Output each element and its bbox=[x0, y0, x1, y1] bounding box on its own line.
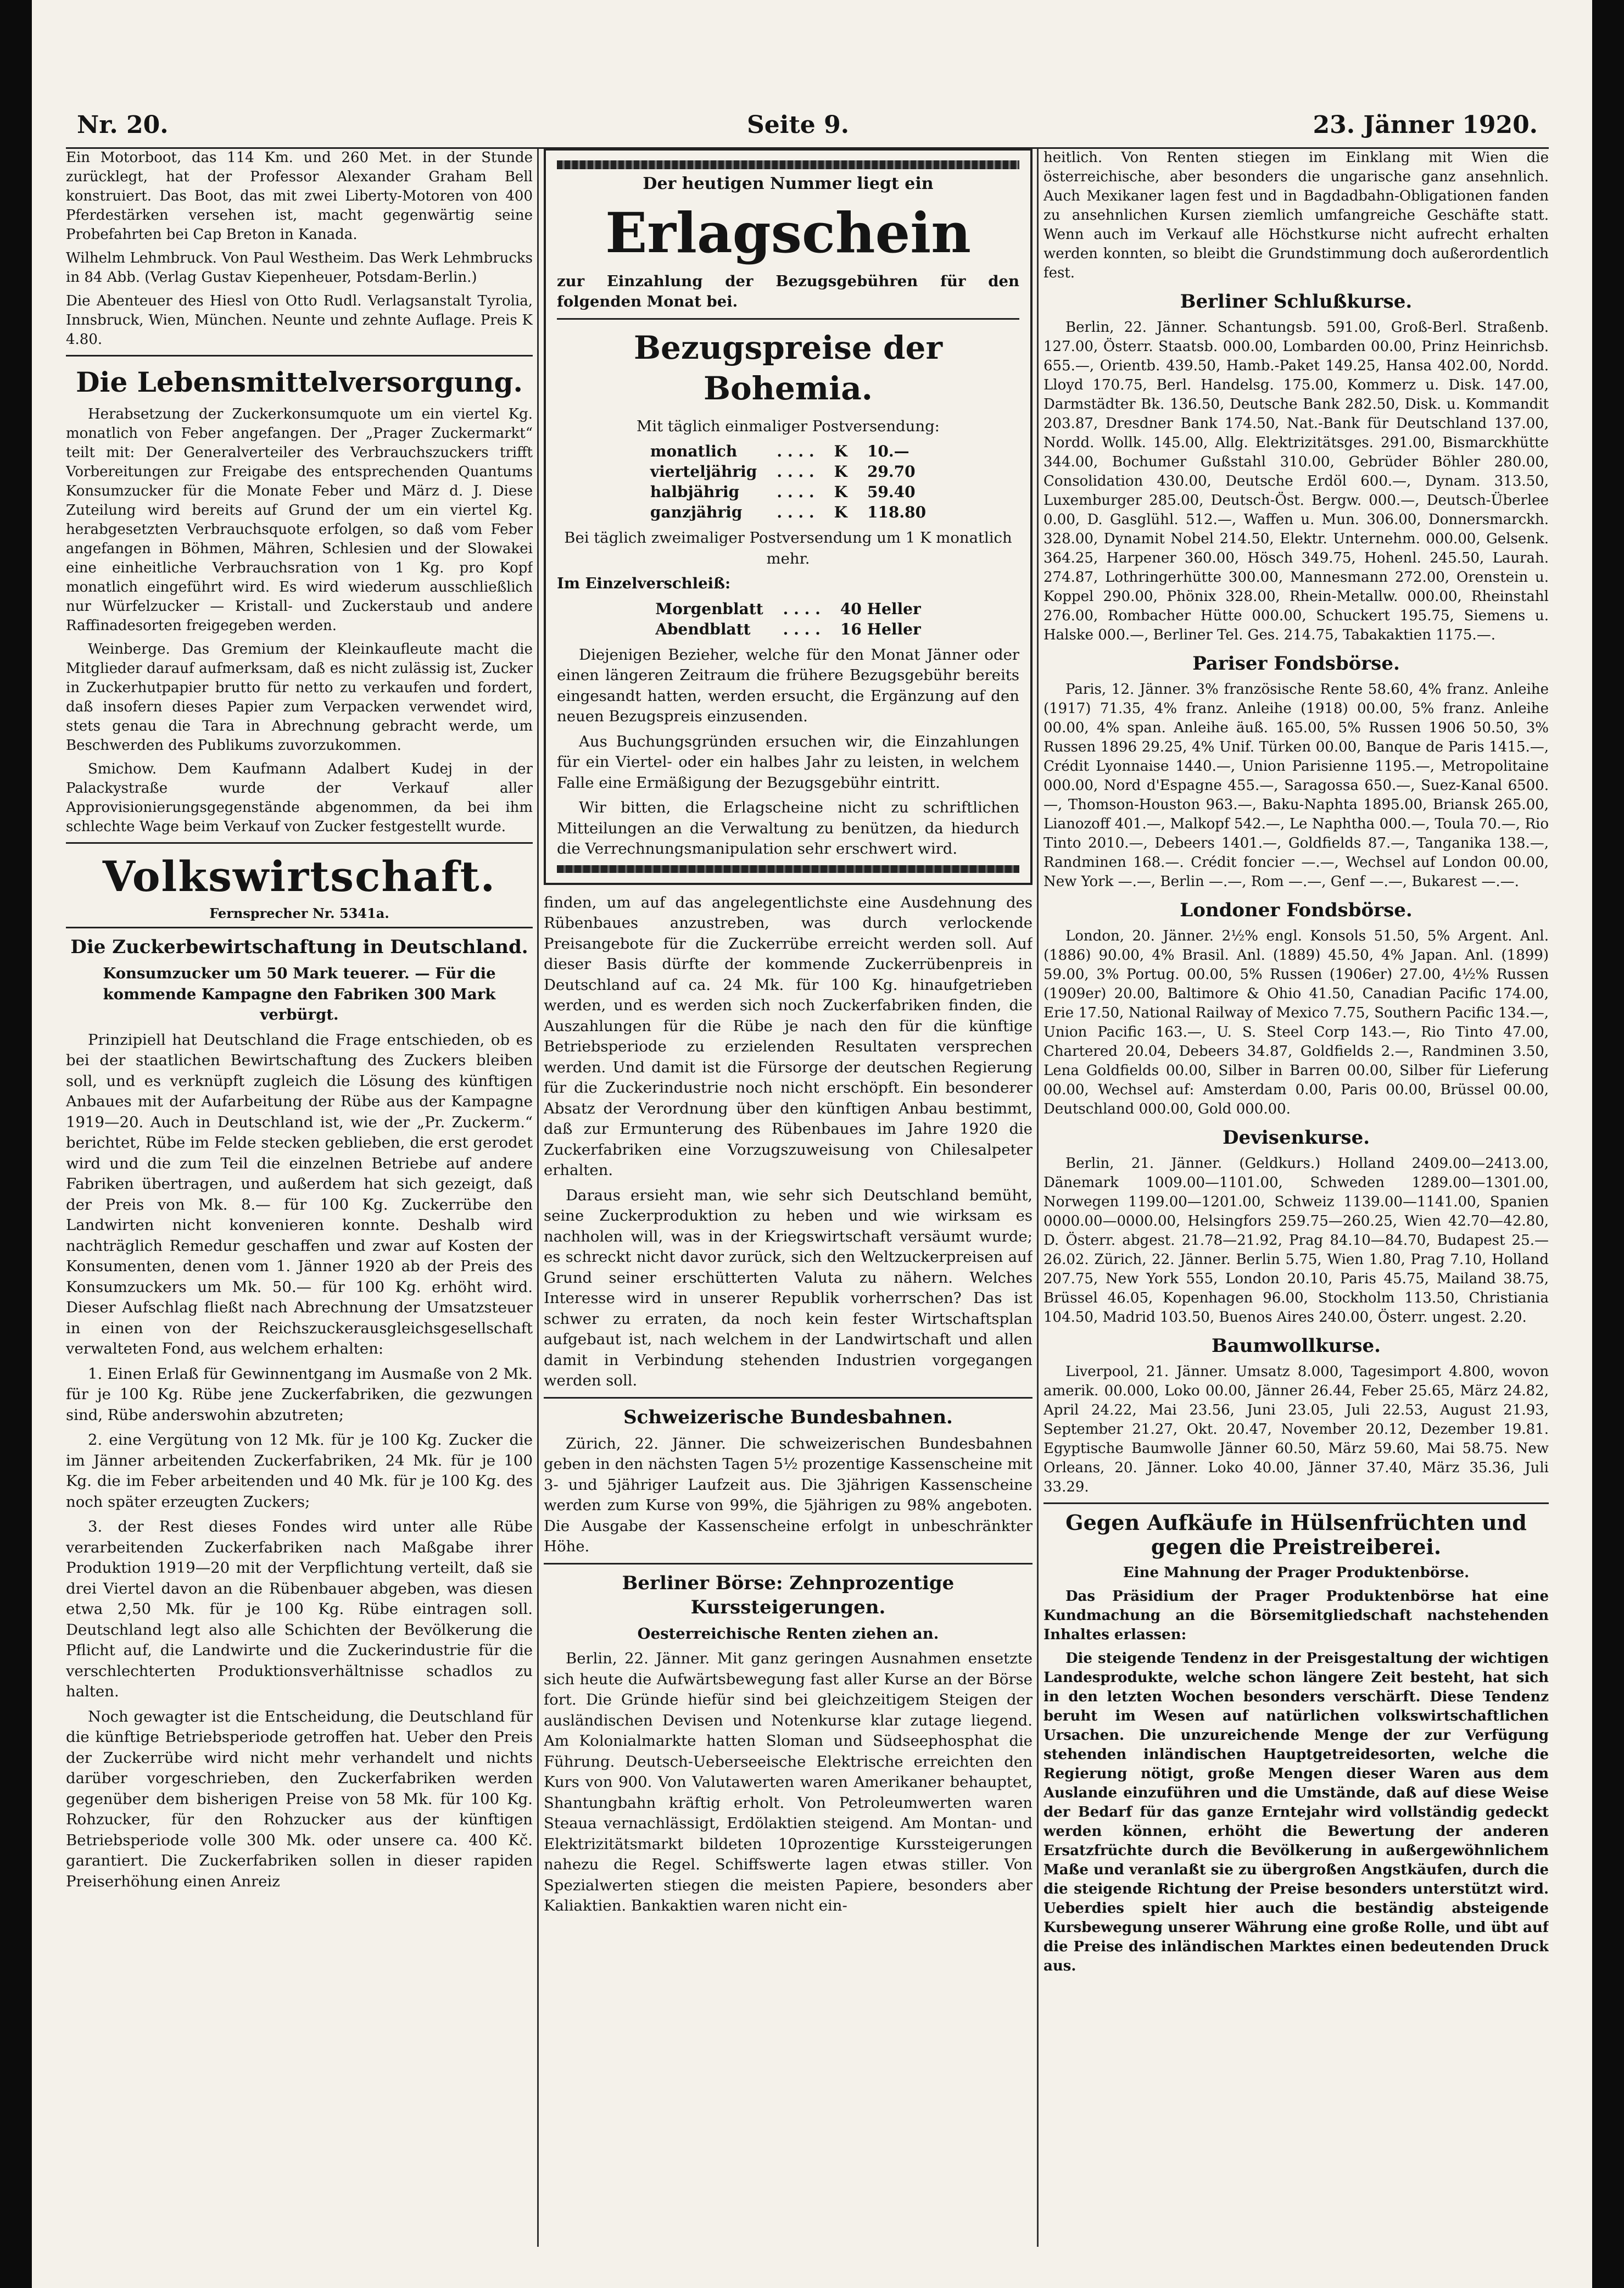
paragraph: Die steigende Tendenz in der Preisgestaltung der wichtigen Landesprodukte, welche schon längere Zeit besteht, hat sich in den letzten Wochen besonders verschärft. Diese Tendenz beruht im Wesen auf natürlichen volkswirtschaftlichen Ursachen. Die unzureichende Menge der zur Verfügung stehenden inländischen Hauptgetreidesorten, welche die Regierung nötigt, große Mengen dieser Waren aus dem Auslande einzuführen und die Umstände, daß auf diese Weise der Bedarf für das ganze Erntejahr wird vollständig gedeckt werden können, erhöht die Bewertung der anderen Ersatzfrüchte durch die Bevölkerung in außergewöhnlichem Maße und veranlaßt sie zu übergroßen Angstkäufen, durch die die steigende Richtung der Preise besonders unterstützt wird. Ueberdies spielt hier auch die beständig absteigende Kursbewegung unserer Währung eine große Rolle, und übt auf die Preise des inländischen Marktes einen bedeutenden Druck aus. bbox=[1043, 1650, 1549, 1974]
paragraph: Wir bitten, die Erlagscheine nicht zu schriftlichen Mitteilungen an die Verwaltung zu benützen, da hiedurch die Verrechnungsmanipulation sehr erschwert wird. bbox=[557, 799, 1019, 858]
price-currency: K bbox=[834, 463, 847, 481]
paragraph: Das Präsidium der Prager Produktenbörse hat eine Kundmachung an die Börsemitgliedschaft nachstehenden Inhaltes erlassen: bbox=[1043, 1588, 1549, 1643]
price-currency: K bbox=[834, 503, 847, 521]
price-row: Morgenblatt . . . . 40 Heller bbox=[645, 599, 930, 619]
price-amount: 29.70 bbox=[867, 463, 916, 481]
paragraph: Smichow. Dem Kaufmann Adalbert Kudej in der Palackystraße wurde der Verkauf aller Approvisionierungsgegenstände abgenommen, da bei ihm schlechte Wage beim Verkauf von Zucker festgestellt wurde. bbox=[66, 761, 533, 835]
divider bbox=[66, 927, 533, 928]
divider bbox=[66, 842, 533, 844]
market-quotes: Paris, 12. Jänner. 3% französische Rente 58.60, 4% franz. Anleihe (1917) 71.35, 4% franz. Anleihe (1918) 00.00, 5% franz. Anleihe 00.00, 4% span. Anleihe äuß. 165.00, 5% Russen 1906 50.50, 3% Russen 1896 29.25, 4% Unif. Türken 00.00, Banque de Paris 1415.—, Crédit Lyonnaise 1440.—, Union Parisienne 1195.—, Metropolitaine 000.00, Nord d'Espagne 455.—, Saragossa 650.—, Suez-Kanal 6500.—, Thomson-Houston 963.—, Baku-Naphta 1895.00, Briansk 265.00, Lianozoff 401.—, Malkopf 542.—, Le Naphtha 000.—, Toula 70.—, Rio Tinto 2010.—, Debeers 1401.—, Goldfields 87.—, Tanganika 138.—, Randminen 168.—. Crédit foncier —.—, Wechsel auf London 00.00, New York —.—, Berlin —.—, Rom —.—, Genf —.—, Bukarest —.—. bbox=[1043, 681, 1549, 890]
divider bbox=[544, 1397, 1033, 1399]
market-title: Londoner Fondsbörse. bbox=[1180, 899, 1413, 921]
divider bbox=[544, 1563, 1033, 1565]
price-period: monatlich bbox=[650, 442, 738, 460]
notice: Die Abenteuer des Hiesl von Otto Rudl. Verlagsanstalt Tyrolia, Innsbruck, Wien, München. Neunte und zehnte Auflage. Preis K 4.80. bbox=[66, 293, 533, 348]
market-title: Pariser Fondsbörse. bbox=[1192, 653, 1400, 675]
edition-name: Morgenblatt bbox=[655, 599, 763, 618]
box-line: Der heutigen Nummer liegt ein bbox=[643, 174, 934, 193]
article-subtitle: Konsumzucker um 50 Mark teuerer. — Für die kommende Kampagne den Fabriken 300 Mark verbürgt. bbox=[103, 965, 496, 1023]
price-currency: K bbox=[834, 483, 847, 501]
market-quotes: Berlin, 22. Jänner. Schantungsb. 591.00, Groß-Berl. Straßenb. 127.00, Österr. Staatsb. 000.00, Lombarden 00.00, Prinz Heinrichsb. 655.—, Orientb. 439.50, Hamb.-Paket 149.25, Hansa 402.00, Nordd. Lloyd 170.75, Berl. Handelsg. 175.00, Kommerz u. Disk. 147.00, Darmstädter Bk. 136.50, Deutsche Bank 282.50, Disk. u. Kommandit 203.87, Dresdner Bank 174.50, Nat.-Bank für Deutschland 137.00, Nordd. Wollk. 145.00, Allg. Elektrizitätsges. 291.00, Bismarckhütte 344.00, Bochumer Gußstahl 310.00, Gebrüder Böhler 280.00, Consolidation 430.00, Deutsche Erdöl 600.—, Dynam. 313.50, Luxemburger 285.00, Deutsch-Öst. Bergw. 000.—, Deutsch-Überlee 0.00, D. Gasglühl. 512.—, Waffen u. Mun. 306.00, Donnersmarckh. 328.00, Dynamit Nobel 214.50, Elektr. Unternehm. 000.00, Gelsenk. 364.25, Harpener 360.00, Hösch 349.75, Hohenl. 245.50, Laurah. 274.87, Lothringerhütte 300.00, Mannesmann 272.00, Orenstein u. Koppel 290.00, Phönix 328.00, Rhein-Metallw. 000.00, Rheinstahl 276.00, Rombacher Hütte 000.00, Schuckert 195.75, Siemens u. Halske 000.—, Berliner Tel. Ges. 214.75, Tabakaktien 1175.—. bbox=[1043, 319, 1549, 643]
edition-price: 16 Heller bbox=[840, 620, 921, 638]
paragraph: 2. eine Vergütung von 12 Mk. für je 100 Kg. Zucker die im Jänner arbeitenden Zuckerfabriken, 24 Mk. für je 100 Kg. die im Feber arbeitenden und 40 Mk. für je 100 Kg. des noch später erzeugten Zuckers; bbox=[66, 1431, 533, 1511]
price-amount: 118.80 bbox=[867, 503, 927, 521]
phone-line: Fernsprecher Nr. 5341a. bbox=[209, 905, 389, 921]
issue-number: Nr. 20. bbox=[77, 111, 169, 139]
paragraph: Prinzipiell hat Deutschland die Frage entschieden, ob es bei der staatlichen Bewirtschaftung des Zuckers bleiben soll, und es verknüpft zugleich die Lösung des künftigen Anbaues mit der Aufarbeitung der Rübe aus der Kampagne 1919—20. Auch in Deutschland ist, wie der „Pr. Zuckerm.“ berichtet, Rübe im Felde stecken geblieben, die erst gerodet wird und die zum Teil die einzelnen Betriebe auf andere Fabriken übertragen, und außerdem hat sich gezeigt, daß der Preis von Mk. 8.— für 100 Kg. Zuckerrübe den Landwirten nicht konvenieren konnte. Deshalb wird nachträglich Remedur geschaffen und zwar auf Kosten der Konsumenten, denen vom 1. Jänner 1920 ab der Preis des Konsumzuckers um Mk. 50.— für 100 Kg. erhöht wird. Dieser Aufschlag fließt nach Abrechnung der Umsatzsteuer in einen von der Reichszuckerausgleichsgesellschaft verwalteten Fond, aus welchem erhalten: bbox=[66, 1031, 533, 1357]
notice: Wilhelm Lehmbruck. Von Paul Westheim. Das Werk Lehmbrucks in 84 Abb. (Verlag Gustav Kiepenheuer, Potsdam-Berlin.) bbox=[66, 250, 533, 286]
paragraph: 3. der Rest dieses Fondes wird unter alle Rübe verarbeitenden Zuckerfabriken nach Maßgabe ihrer Produktion 1919—20 mit der Verpflichtung verteilt, daß sie drei Viertel davon an die Rübenbauer abgeben, was diesen etwa 2,50 Mk. für je 100 Kg. Rübe eintragen soll. Deutschland legt also alle Schichten der Bevölkerung die Pflicht auf, die Landwirte und die Zuckerindustrie für die verschlechterten Produktionsverhältnisse schadlos zu halten. bbox=[66, 1518, 533, 1700]
price-period: ganzjährig bbox=[650, 503, 743, 521]
edition-name: Abendblatt bbox=[655, 620, 751, 638]
section-heading: Volkswirtschaft. bbox=[102, 852, 496, 901]
notices-block bbox=[66, 148, 533, 349]
market-quotes: Berlin, 21. Jänner. (Geldkurs.) Holland 2409.00—2413.00, Dänemark 1009.00—1101.00, Schweden 1289.00—1301.00, Norwegen 1199.00—1201.00, Schweiz 1139.00—1141.00, Spanien 0000.00—0000.00, Helsingfors 259.75—260.25, Wien 42.70—42.80, D. Österr. abgest. 21.78—21.92, Prag 84.10—84.70, Budapest 25.—26.02. Zürich, 22. Jänner. Berlin 5.75, Wien 1.80, Prag 7.10, Holland 207.75, New York 555, London 20.10, Paris 45.75, Mailand 38.75, Brüssel 46.05, Kopenhagen 96.00, Stockholm 113.50, Christiania 104.50, Madrid 103.50, Buenos Aires 240.00, Österr. ungest. 2.20. bbox=[1043, 1155, 1549, 1326]
box-line: Mit täglich einmaliger Postversendung: bbox=[637, 417, 940, 435]
box-ornament bbox=[557, 865, 1019, 873]
column-rule bbox=[1037, 148, 1039, 2247]
paragraph: Noch gewagter ist die Entscheidung, die Deutschland für die künftige Betriebsperiode getroffen hat. Ueber den Preis der Zuckerrübe wird nicht mehr verhandelt und nichts darüber vorgeschrieben, den Zuckerfabriken werden gegenüber dem bisherigen Preise von 58 Mk. für 100 Kg. Rohzucker, für den Rohzucker aus der künftigen Betriebsperiode volle 300 Mk. oder unsere ca. 400 Kč. garantiert. Die Zuckerfabriken sollen in dieser rapiden Preiserhöhung einen Anreiz bbox=[66, 1707, 533, 1890]
article-title: Berliner Börse: Zehnprozentige Kurssteigerungen. bbox=[622, 1572, 955, 1618]
single-copy-table bbox=[645, 599, 930, 639]
paragraph: Zürich, 22. Jänner. Die schweizerischen Bundesbahnen geben in den nächsten Tagen 5½ prozentige Kassenscheine mit 3- und 5jähriger Laufzeit aus. Die 3jährigen Kassenscheine werden zum Kurse von 99%, die 5jährigen zu 98% angeboten. Die Ausgabe der Kassenscheine erfolgt in unbeschränkter Höhe. bbox=[544, 1434, 1033, 1555]
market-quotes: Liverpool, 21. Jänner. Umsatz 8.000, Tagesimport 4.800, wovon amerik. 00.000, Loko 00.00, Jänner 26.44, Feber 25.65, März 24.82, April 24.22, Mai 23.56, Juni 23.05, Juli 22.53, August 21.93, September 21.27, Okt. 20.47, November 20.12, Dezember 19.81. Egyptische Baumwolle Jänner 60.50, März 59.60, Mai 58.75. New Orleans, 20. Jänner. Loko 40.00, Jänner 37.40, März 35.36, Juli 33.29. bbox=[1043, 1363, 1549, 1495]
market-quotes: London, 20. Jänner. 2½% engl. Konsols 51.50, 5% Argent. Anl. (1886) 90.00, 4% Brasil. Anl. (1889) 45.50, 4% Japan. Anl. (1899) 59.00, 3% Portug. 00.00, 5% Russen (1906er) 27.00, 4½% Russen (1909er) 20.00, Baltimore & Ohio 41.50, Canadian Pacific 174.00, Erie 17.50, National Railway of Mexico 7.75, Southern Pacific 134.—, Union Pacific 163.—, U. S. Steel Corp 143.—, Rio Tinto 47.00, Chartered 20.04, Debeers 34.87, Goldfields 2.—, Randminen 3.50, Lena Goldfields 00.00, Silber in Barren 00.00, Silber für Lieferung 00.00, Wechsel auf: Amsterdam 0.00, Paris 00.00, Brüssel 00.00, Deutschland 000.00, Gold 000.00. bbox=[1043, 928, 1549, 1117]
price-row: halbjährig . . . . K 59.40 bbox=[640, 482, 936, 502]
paragraph: finden, um auf das angelegentlichste eine Ausdehnung des Rübenbaues anzustreben, was durch verlockende Preisangebote für die Zuckerrübe erreicht werden soll. Auf dieser Basis dürfte der kommende Zuckerrübenpreis in Deutschland auf ca. 24 Mk. für 100 Kg. hinaufgetrieben werden, und es werden sich noch Zuckerfabriken finden, die Auszahlungen für die Rübe je nach den für die künftige Betriebsperiode zu erzielenden Resultaten versprechen werden. Und damit ist die Fürsorge der deutschen Regierung für die Zuckerindustrie noch nicht erschöpft. Ein besonderer Absatz der Verordnung über den künftigen Anbau bestimmt, daß zur Ermunterung des Rübenbaues im Jahre 1920 die Zuckerfabriken eine Vorzugszuweisung von Chilesalpeter erhalten. bbox=[544, 893, 1033, 1179]
column-1 bbox=[66, 148, 533, 2247]
column-2 bbox=[544, 148, 1033, 2247]
price-row: monatlich . . . . K 10.— bbox=[640, 441, 936, 461]
notice: Ein Motorboot, das 114 Km. und 260 Met. in der Stunde zurücklegt, hat der Professor Alexander Graham Bell konstruiert. Das Boot, das mit zwei Liberty-Motoren von 400 Pferdestärken versehen ist, macht gegenwärtig seine Probefahrten bei Cap Breton in Kanada. bbox=[66, 149, 533, 243]
scan-edge-left bbox=[0, 0, 32, 2288]
edition-price: 40 Heller bbox=[840, 599, 921, 618]
paragraph: Daraus ersieht man, wie sehr sich Deutschland bemüht, seine Zuckerproduktion zu heben und wie wirksam es nachholen will, was in der Kriegswirtschaft versäumt wurde; es schreckt nicht davor zurück, sich den Weltzuckerpreisen auf Grund seiner erschütterten Valuta zu nähern. Welches Interesse wird in unserer Republik vorherrschen? Das ist schwer zu erraten, da noch kein fester Wirtschaftsplan aufgebaut ist, nach welchem in der Landwirtschaft und allen damit in Verbindung stehenden Industrien vorgegangen werden soll. bbox=[544, 1186, 1033, 1389]
price-amount: 10.— bbox=[867, 442, 909, 460]
article-title: Die Zuckerbewirtschaftung in Deutschland. bbox=[70, 936, 528, 958]
paragraph: 1. Einen Erlaß für Gewinnentgang im Ausmaße von 2 Mk. für je 100 Kg. Rübe jene Zuckerfabriken, die gezwungen sind, Rübe anderswohin abzutreten; bbox=[66, 1365, 533, 1424]
price-row: ganzjährig . . . . K 118.80 bbox=[640, 502, 936, 522]
page-header bbox=[66, 109, 1549, 149]
subscription-box bbox=[544, 148, 1033, 885]
market-title: Berliner Schlußkurse. bbox=[1180, 291, 1413, 313]
paragraph: Diejenigen Bezieher, welche für den Monat Jänner oder einen längeren Zeitraum die frühere Bezugsgebühr bereits eingesandt hatten, werden ersucht, die Ergänzung auf den neuen Bezugspreis einzusenden. bbox=[557, 645, 1019, 725]
scan-edge-right bbox=[1592, 0, 1624, 2288]
erlagschein-title: Erlagschein bbox=[605, 200, 971, 265]
box-line: zur Einzahlung der Bezugsgebühren für den folgenden Monat bei. bbox=[557, 272, 1019, 310]
paragraph: Herabsetzung der Zuckerkonsumquote um ein viertel Kg. monatlich von Feber angefangen. Der „Prager Zuckermarkt“ teilt mit: Der Generalverteiler des Verbrauchszuckers trifft Vorbereitungen zur Freigabe des entsprechenden Quantums Konsumzucker für die Monate Feber und März d. J. Diese Zuteilung wird bereits auf Grund der um ein viertel Kg. herabgesetzten Verbrauchsquote erfolgen, so daß vom Feber angefangen in Böhmen, Mähren, Schlesien und der Slowakei eine einheitliche Verbrauchsration von 1 Kg. pro Kopf monatlich eingeführt wird. Es wird wiederum ausschließlich nur Würfelzucker — Kristall- und Zuckerstaub und andere Raffinadesorten freigegeben werden. bbox=[66, 406, 533, 634]
page-number: Seite 9. bbox=[747, 111, 850, 139]
article-title: Schweizerische Bundesbahnen. bbox=[623, 1406, 953, 1428]
issue-date: 23. Jänner 1920. bbox=[1313, 111, 1538, 139]
section-title: Die Lebensmittelversorgung. bbox=[76, 366, 523, 398]
price-currency: K bbox=[834, 442, 847, 460]
bezugspreise-title: Bezugspreise der Bohemia. bbox=[633, 329, 943, 407]
box-ornament bbox=[557, 160, 1019, 169]
paragraph: Berlin, 22. Jänner. Mit ganz geringen Ausnahmen ensetzte sich heute die Aufwärtsbewegung fast aller Kurse an der Börse fort. Die Gründe hiefür sind bei gleichzeitigem Steigen der ausländischen Devisen und Notenkurse klar zutage liegend. Am Kolonialmarkte hatten Sloman und Südseephosphat die Führung. Deutsch-Ueberseeische Elektrische erreichten den Kurs von 900. Von Valutawerten waren Amerikaner behauptet, Shantungbahn kräftig erholt. Von Petroleumwerten waren Steaua vernachlässigt, Erdölaktien steigend. Am Montan- und Elektrizitätsmarkt bildeten 10prozentige Kurssteigerungen nahezu die Regel. Schiffswerte lagen etwas stiller. Von Spezialwerten stiegen die meisten Papiere, besonders aber Kaliaktien. Bankaktien waren nicht ein- bbox=[544, 1650, 1033, 1914]
market-title: Devisenkurse. bbox=[1222, 1127, 1370, 1149]
box-line: Bei täglich zweimaliger Postversendung um 1 K monatlich mehr. bbox=[564, 529, 1012, 567]
price-amount: 59.40 bbox=[867, 483, 916, 501]
paragraph: heitlich. Von Renten stiegen im Einklang mit Wien die österreichische, aber besonders die ungarische ganz ansehnlich. Auch Mexikaner lagen fest und in Bagdadbahn-Obligationen fanden zu ansehnlichen Kursen ziemlich umfangreiche Geschäfte statt. Wenn auch im Verkauf alle Höchstkurse nicht aufrecht erhalten werden konnten, so bleibt die Grundstimmung doch außerordentlich fest. bbox=[1043, 149, 1549, 281]
divider bbox=[557, 318, 1019, 320]
market-title: Baumwollkurse. bbox=[1211, 1335, 1381, 1357]
divider bbox=[1043, 1502, 1549, 1504]
paragraph: Weinberge. Das Gremium der Kleinkaufleute macht die Mitglieder darauf aufmerksam, daß es nicht zulässig ist, Zucker in Zuckerhutpapier brutto für netto zu verkaufen und fordert, daß insofern dieses Papier zum Verpacken verwendet wird, stets genau die Tara in Abrechnung gebracht werde, um Beschwerden des Publikums zuvorzukommen. bbox=[66, 641, 533, 754]
price-row: vierteljährig . . . . K 29.70 bbox=[640, 461, 936, 482]
price-period: vierteljährig bbox=[650, 463, 757, 481]
column-3 bbox=[1043, 148, 1549, 2247]
price-table bbox=[640, 441, 936, 522]
article-subtitle: Eine Mahnung der Prager Produktenbörse. bbox=[1123, 1565, 1470, 1581]
newspaper-page bbox=[66, 93, 1549, 2252]
article-title: Gegen Aufkäufe in Hülsenfrüchten und gegen die Preistreiberei. bbox=[1065, 1510, 1527, 1559]
price-row: Abendblatt . . . . 16 Heller bbox=[645, 619, 930, 639]
box-line: Im Einzelverschleiß: bbox=[557, 575, 731, 592]
article-subtitle: Oesterreichische Renten ziehen an. bbox=[637, 1624, 939, 1643]
column-rule bbox=[537, 148, 539, 2247]
lebensmittel-block bbox=[66, 405, 533, 837]
paragraph: Aus Buchungsgründen ersuchen wir, die Einzahlungen für ein Viertel- oder ein halbes Jahr zu leisten, in welchem Falle eine Ermäßigung der Bezugsgebühr eintritt. bbox=[557, 732, 1019, 792]
divider bbox=[66, 355, 533, 357]
price-period: halbjährig bbox=[650, 483, 740, 501]
